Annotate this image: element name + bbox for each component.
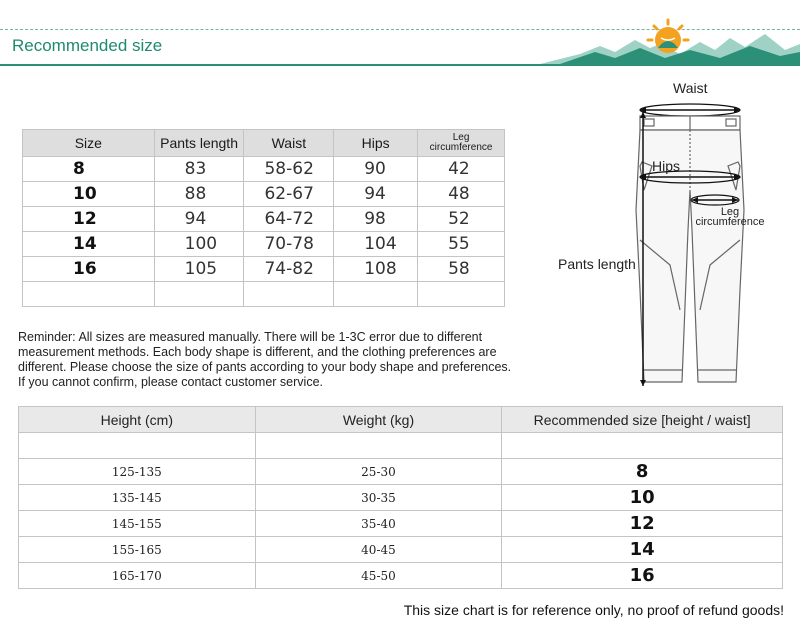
size-table-header-row [23,130,505,157]
diagram-waist-label: Waist [673,80,708,96]
table-row [19,511,783,537]
pants-length-cell: 94 [154,207,244,232]
diagram-leg-line1: Leg [720,206,740,218]
size-header: Size [23,130,155,157]
waist-measure-icon [640,104,740,116]
table-row [23,257,505,282]
pants-length-cell: 83 [154,157,244,182]
recommended-size-cell: 12 [502,511,783,537]
reminder-line: measurement methods. Each body shape is different, and the clothing preferences are [18,345,497,359]
height-cell: 145-155 [19,511,256,537]
waist-cell: 70-78 [244,232,334,257]
diagram-leg-line2: circumference [695,216,765,228]
leg-header-line1: Leg [452,132,470,143]
pants-length-cell: 88 [154,182,244,207]
size-table [22,129,505,307]
table-row [23,232,505,257]
hips-cell: 108 [334,257,418,282]
weight-cell: 25-30 [255,459,502,485]
leg-header-line2: circumference [429,142,493,153]
height-cell: 165-170 [19,563,256,589]
leg-cell: 48 [418,182,505,207]
waist-cell: 74-82 [244,257,334,282]
recommended-size-cell: 14 [502,537,783,563]
height-cell: 125-135 [19,459,256,485]
table-row-empty [19,433,783,459]
height-header: Height (cm) [19,407,256,433]
recommended-size-cell: 8 [502,459,783,485]
hips-cell: 104 [334,232,418,257]
size-cell: 8 [23,157,155,182]
table-row-empty [23,282,505,307]
leg-cell: 58 [418,257,505,282]
height-cell: 135-145 [19,485,256,511]
table-row [19,459,783,485]
height-weight-table [18,406,783,589]
size-cell: 14 [23,232,155,257]
leg-cell: 52 [418,207,505,232]
diagram-pants-length-label: Pants length [558,256,636,272]
size-cell: 12 [23,207,155,232]
waist-header: Waist [244,130,334,157]
weight-cell: 45-50 [255,563,502,589]
page-title: Recommended size [12,36,163,55]
weight-cell: 35-40 [255,511,502,537]
waist-cell: 64-72 [244,207,334,232]
height-table-header-row [19,407,783,433]
footer-note: This size chart is for reference only, no proof of refund goods! [403,602,784,618]
reminder-line: If you cannot confirm, please contact customer service. [18,375,323,389]
weight-cell: 30-35 [255,485,502,511]
table-row [23,207,505,232]
reminder-line: Reminder: All sizes are measured manually. There will be 1-3C error due to different [18,330,483,344]
leg-circumference-header [418,130,505,157]
table-row [23,157,505,182]
table-row [19,537,783,563]
hips-cell: 90 [334,157,418,182]
size-cell: 10 [23,182,155,207]
hips-cell: 94 [334,182,418,207]
size-cell: 16 [23,257,155,282]
pants-length-cell: 100 [154,232,244,257]
recommended-size-cell: 16 [502,563,783,589]
diagram-hips-label: Hips [652,158,681,174]
weight-header: Weight (kg) [255,407,502,433]
recommended-size-cell: 10 [502,485,783,511]
pants-length-cell: 105 [154,257,244,282]
reminder-line: different. Please choose the size of pants according to your body shape and preferences. [18,360,512,374]
leg-cell: 42 [418,157,505,182]
pants-diagram [540,70,800,400]
table-row [23,182,505,207]
pants-outline-icon [636,116,744,382]
weight-cell: 40-45 [255,537,502,563]
waist-cell: 62-67 [244,182,334,207]
waist-cell: 58-62 [244,157,334,182]
table-row [19,485,783,511]
pants-length-header: Pants length [154,130,244,157]
leg-cell: 55 [418,232,505,257]
mountain-logo-icon [540,14,800,66]
height-cell: 155-165 [19,537,256,563]
hips-header: Hips [334,130,418,157]
diagram-leg-label [690,207,770,227]
table-row [19,563,783,589]
recommended-header: Recommended size [height / waist] [502,407,783,433]
reminder-text [18,330,558,390]
hips-cell: 98 [334,207,418,232]
